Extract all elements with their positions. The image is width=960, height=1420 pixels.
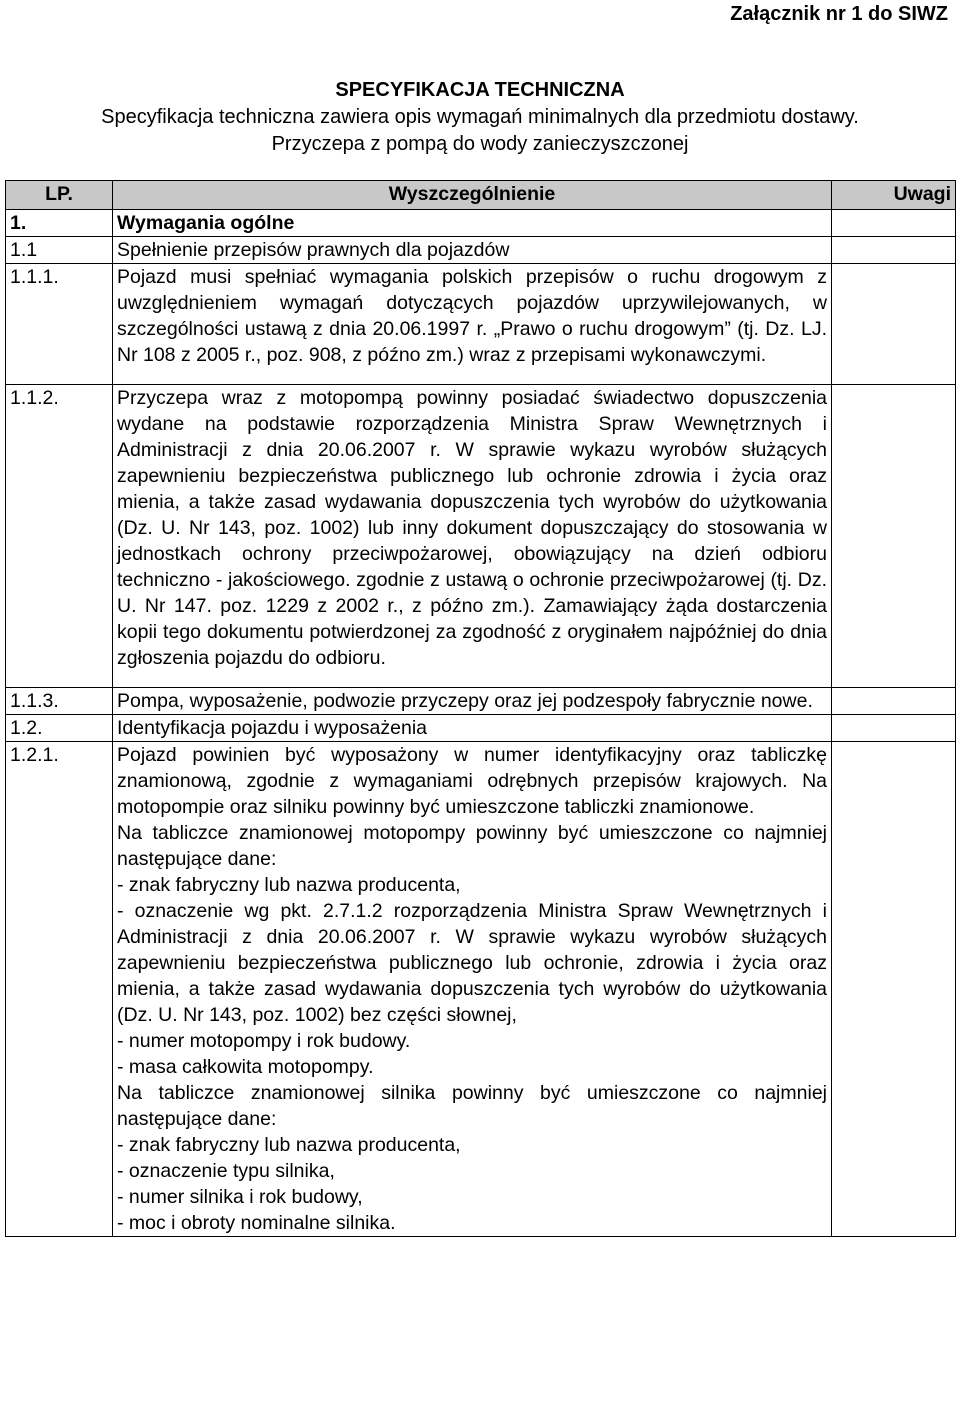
row-paragraph: Przyczepa wraz z motopompą powinny posiadać świadectwo dopuszczenia wydane na podstawie rozporządzenia Ministra Spraw Wewnętrznych i Administracji z dnia 20.06.2007 r. W sprawie wykazu wyrobów służących zapewnieniu bezpieczeństwa publicznego lub ochronie zdrowia i życia oraz mienia, a także zasad wydawania dopuszczenia tych wyrobów do użytkowania (Dz. U. Nr 143, poz. 1002) lub inny dokument dopuszczający do stosowania w jednostkach ochrony przeciwpożarowej, obowiązujący na dzień odbioru techniczno - jakościowego. zgodnie z ustawą o ochronie przeciwpożarowej (tj. Dz. U. Nr 147. poz. 1229 z 2002 r., z późno zm.). Zamawiający żąda dostarczenia kopii tego dokumentu potwierdzonej za zgodność z oryginałem najpóźniej do dnia zgłoszenia pojazdu do odbioru. — [117, 387, 827, 669]
document-title: SPECYFIKACJA TECHNICZNA — [335, 79, 625, 101]
table-row — [6, 715, 956, 742]
row-text: Wymagania ogólne — [113, 210, 832, 237]
table-row — [6, 264, 956, 385]
table-row — [6, 385, 956, 688]
row-lp: 1.1.1. — [6, 264, 113, 385]
list-item: - oznaczenie typu silnika, — [117, 1160, 335, 1182]
table-row — [6, 742, 956, 1237]
row-text: Spełnienie przepisów prawnych dla pojazdów — [113, 237, 832, 264]
list-item: - numer silnika i rok budowy, — [117, 1186, 363, 1208]
specification-table — [5, 180, 956, 1237]
row-text — [113, 385, 832, 688]
row-notes — [832, 742, 956, 1237]
row-notes — [832, 715, 956, 742]
row-notes — [832, 385, 956, 688]
table-row — [6, 688, 956, 715]
table-header-row — [6, 181, 956, 210]
row-notes — [832, 264, 956, 385]
annex-label: Załącznik nr 1 do SIWZ — [730, 3, 948, 25]
row-lp: 1.1 — [6, 237, 113, 264]
row-notes — [832, 237, 956, 264]
header-lp: LP. — [6, 181, 113, 210]
list-item: - numer motopompy i rok budowy. — [117, 1030, 411, 1052]
row-lp: 1.2.1. — [6, 742, 113, 1237]
row-paragraph: Na tabliczce znamionowej silnika powinny być umieszczone co najmniej następujące dane: — [117, 1082, 827, 1130]
list-item: - masa całkowita motopompy. — [117, 1056, 374, 1078]
row-lp: 1.1.2. — [6, 385, 113, 688]
row-text — [113, 264, 832, 385]
list-item: - oznaczenie wg pkt. 2.7.1.2 rozporządzenia Ministra Spraw Wewnętrznych i Administracji z dnia 20.06.2007 r. W sprawie wykazu wyrobów służących zapewnieniu bezpieczeństwa publicznego lub ochronie, zdrowia i życia oraz mienia, a także zasad wydawania dopuszczenia tych wyrobów do użytkowania (Dz. U. Nr 143, poz. 1002) bez części słownej, — [117, 900, 827, 1026]
row-text: Pompa, wyposażenie, podwozie przyczepy oraz jej podzespoły fabrycznie nowe. — [113, 688, 832, 715]
document-subject: Przyczepa z pompą do wody zanieczyszczonej — [271, 133, 689, 155]
list-item: - znak fabryczny lub nazwa producenta, — [117, 874, 461, 896]
list-item: - moc i obroty nominalne silnika. — [117, 1212, 396, 1234]
row-paragraph: Pojazd musi spełniać wymagania polskich przepisów o ruchu drogowym z uwzględnieniem wymagań dotyczących pojazdów uprzywilejowanych, w szczególności ustawą z dnia 20.06.1997 r. „Prawo o ruchu drogowym” (tj. Dz. LJ. Nr 108 z 2005 r., poz. 908, z późno zm.) wraz z przepisami wykonawczymi. — [117, 266, 827, 366]
row-paragraph: Na tabliczce znamionowej motopompy powinny być umieszczone co najmniej następujące dane: — [117, 822, 827, 870]
row-text — [113, 742, 832, 1237]
row-lp: 1.1.3. — [6, 688, 113, 715]
row-paragraph: Pojazd powinien być wyposażony w numer identyfikacyjny oraz tabliczkę znamionową, zgodnie z wymaganiami odrębnych przepisów krajowych. Na motopompie oraz silniku powinny być umieszczone tabliczki znamionowe. — [117, 744, 827, 818]
table-row — [6, 237, 956, 264]
row-notes — [832, 210, 956, 237]
document-subtitle: Specyfikacja techniczna zawiera opis wymagań minimalnych dla przedmiotu dostawy. — [101, 106, 859, 128]
row-text: Identyfikacja pojazdu i wyposażenia — [113, 715, 832, 742]
row-notes — [832, 688, 956, 715]
list-item: - znak fabryczny lub nazwa producenta, — [117, 1134, 461, 1156]
row-lp: 1.2. — [6, 715, 113, 742]
header-spec: Wyszczególnienie — [113, 181, 832, 210]
table-row — [6, 210, 956, 237]
header-notes: Uwagi — [832, 181, 956, 210]
row-lp: 1. — [6, 210, 113, 237]
